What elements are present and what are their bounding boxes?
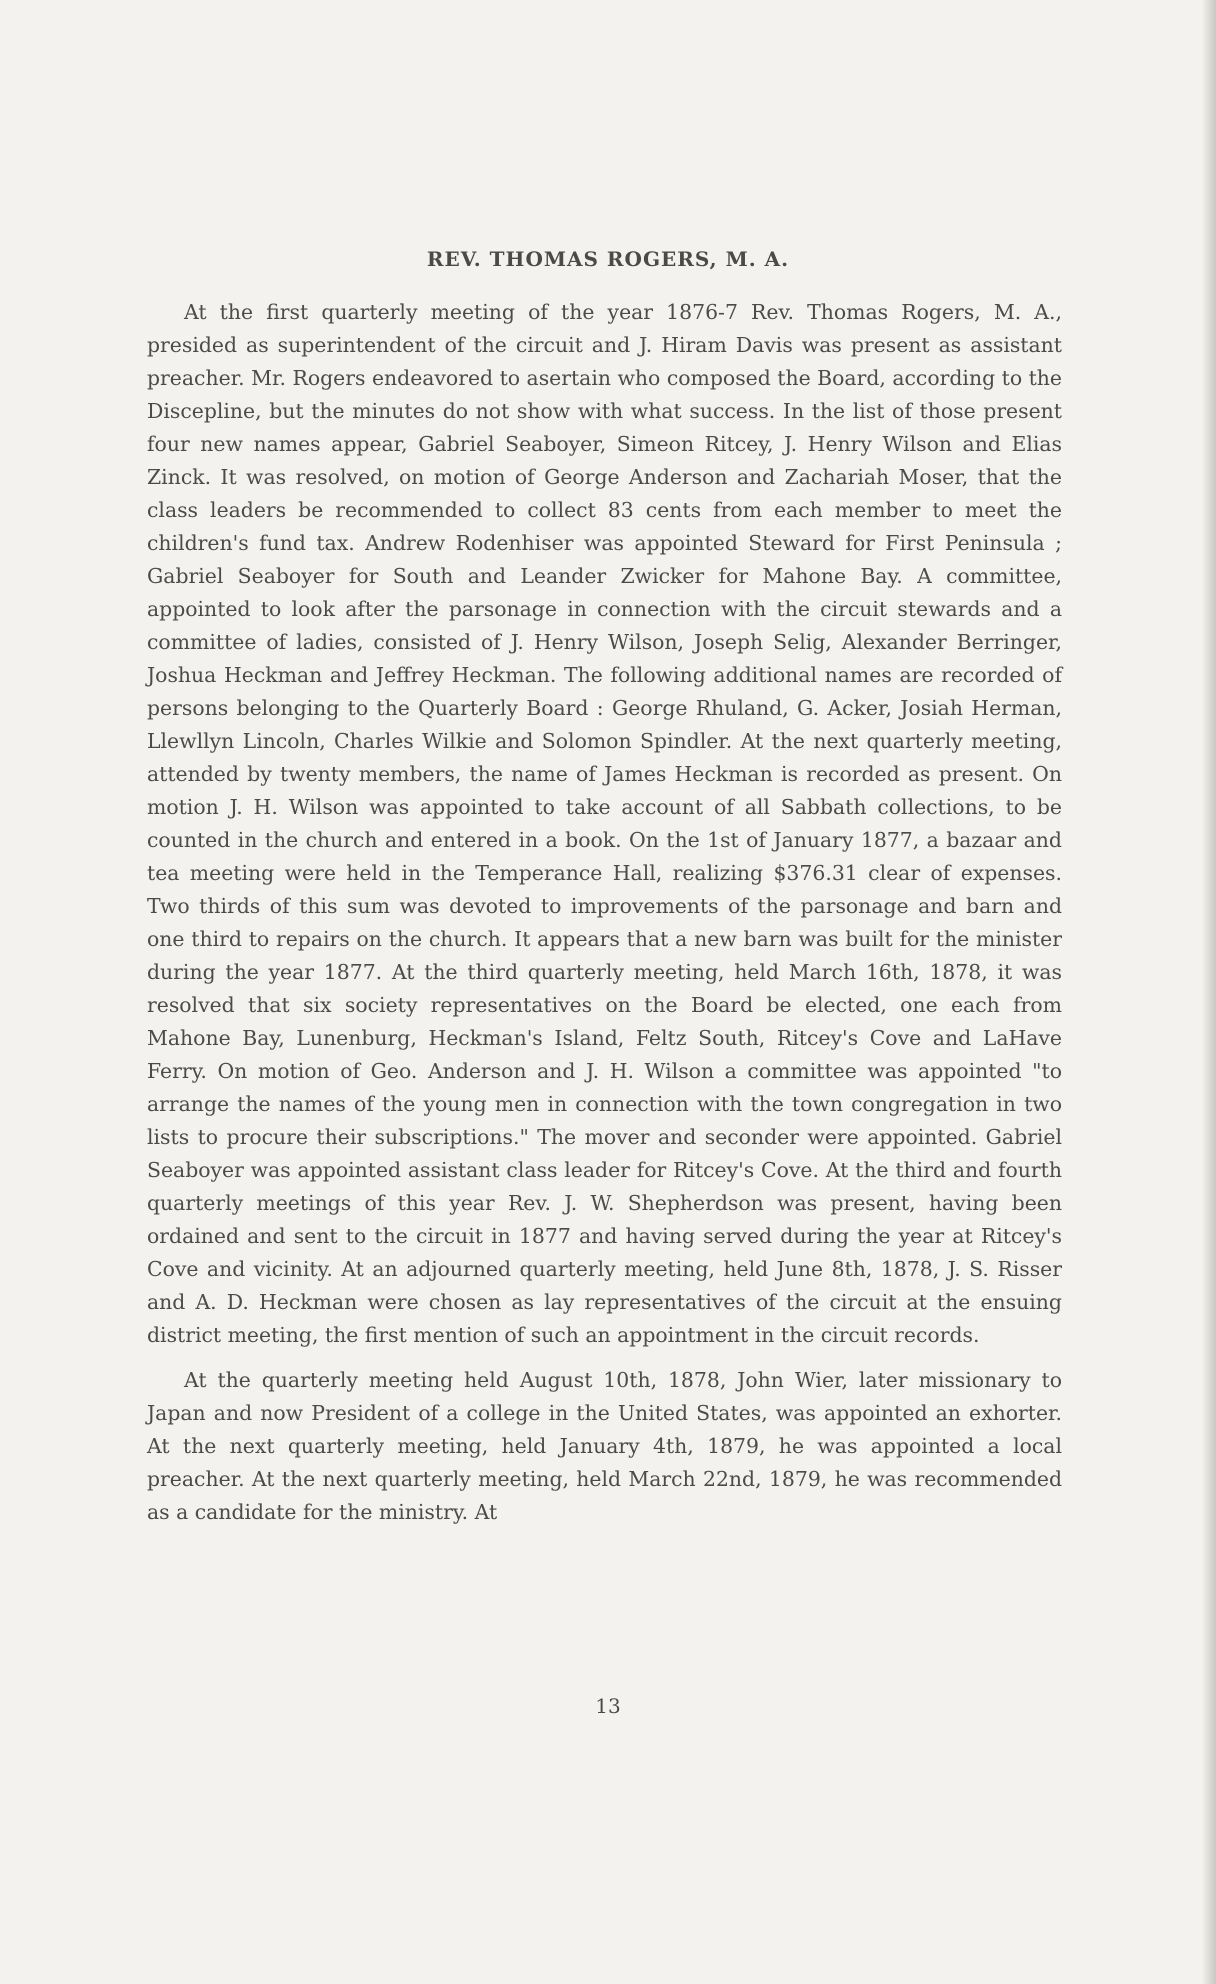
page-edge-shadow bbox=[1202, 0, 1216, 1984]
chapter-heading: REV. THOMAS ROGERS, M. A. bbox=[426, 247, 790, 271]
body-text bbox=[147, 296, 1062, 1529]
page-number: 13 bbox=[595, 1694, 621, 1718]
paragraph-1: At the first quarterly meeting of the year 1876-7 Rev. Thomas Rogers, M. A., presided as superintendent of the circuit and J. Hiram Davis was present as assistant preacher. Mr. Rogers endeavored to asertain who composed the Board, according to the Discepline, but the minutes do not show with what success. In the list of those present four new names appear, Gabriel Seaboyer, Simeon Ritcey, J. Henry Wilson and Elias Zinck. It was resolved, on motion of George Anderson and Zachariah Moser, that the class leaders be recommended to collect 83 cents from each member to meet the children's fund tax. Andrew Rodenhiser was appointed Steward for First Peninsula ; Gabriel Seaboyer for South and Leander Zwicker for Mahone Bay. A committee, appointed to look after the parsonage in connection with the circuit stewards and a committee of ladies, consisted of J. Henry Wilson, Joseph Selig, Alexander Berringer, Joshua Heckman and Jeffrey Heckman. The following additional names are recorded of persons belonging to the Quarterly Board : George Rhuland, G. Acker, Josiah Herman, Llewllyn Lincoln, Charles Wilkie and Solomon Spindler. At the next quarterly meeting, attended by twenty members, the name of James Heckman is recorded as present. On motion J. H. Wilson was appointed to take account of all Sabbath collections, to be counted in the church and entered in a book. On the 1st of January 1877, a bazaar and tea meeting were held in the Temperance Hall, realizing $376.31 clear of expenses. Two thirds of this sum was devoted to improvements of the parsonage and barn and one third to repairs on the church. It appears that a new barn was built for the minister during the year 1877. At the third quarterly meeting, held March 16th, 1878, it was resolved that six society representatives on the Board be elected, one each from Mahone Bay, Lunenburg, Heckman's Island, Feltz South, Ritcey's Cove and LaHave Ferry. On motion of Geo. Anderson and J. H. Wilson a committee was appointed "to arrange the names of the young men in connection with the town congregation in two lists to procure their subscriptions." The mover and seconder were appointed. Gabriel Seaboyer was appointed assistant class leader for Ritcey's Cove. At the third and fourth quarterly meetings of this year Rev. J. W. Shepherdson was present, having been ordained and sent to the circuit in 1877 and having served during the year at Ritcey's Cove and vicinity. At an adjourned quarterly meeting, held June 8th, 1878, J. S. Risser and A. D. Heckman were chosen as lay representatives of the circuit at the ensuing district meeting, the first mention of such an appointment in the circuit records. bbox=[147, 300, 1062, 1347]
paragraph-2: At the quarterly meeting held August 10th, 1878, John Wier, later missionary to Japan and now President of a college in the United States, was appointed an exhorter. At the next quarterly meeting, held January 4th, 1879, he was appointed a local preacher. At the next quarterly meeting, held March 22nd, 1879, he was recommended as a candidate for the ministry. At bbox=[147, 1368, 1062, 1524]
